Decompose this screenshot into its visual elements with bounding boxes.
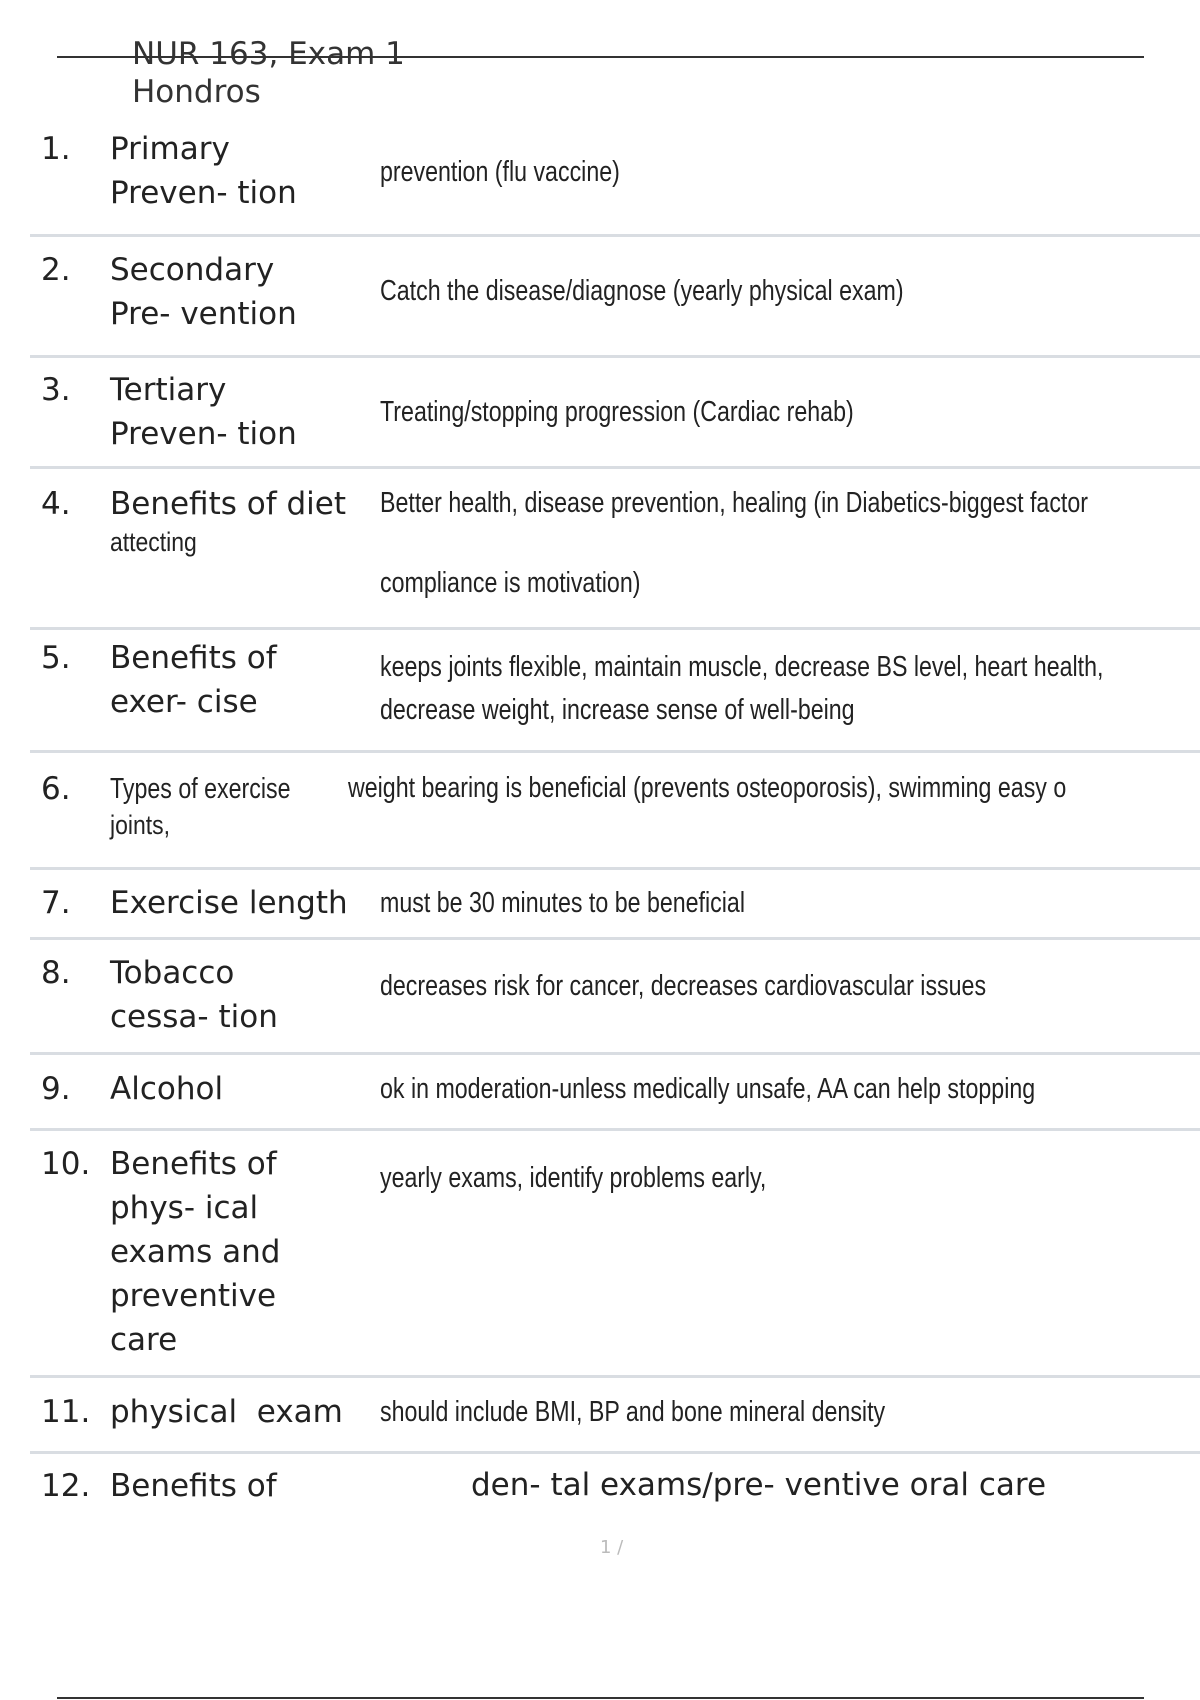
definition-line: decrease weight, increase sense of well-being [380,694,855,726]
row-definition: decreases risk for cancer, decreases cardiovascular issues [380,970,987,1002]
term-line: Preven- tion [110,416,297,452]
row-term [110,1390,343,1434]
definition-line: compliance is motivation) [380,567,641,599]
row-number: 3. [41,372,71,408]
footer-rule [57,1697,1144,1699]
term-line: Tertiary [110,372,227,408]
row-term [110,127,297,215]
term-line: Pre- vention [110,296,297,332]
term-line: preventive [110,1278,277,1314]
row-number: 8. [41,955,71,991]
row-term [110,368,297,456]
row-definition: ok in moderation-unless medically unsafe, AA can help stopping [380,1073,1036,1105]
table-row [30,1131,1200,1378]
row-number: 9. [41,1071,71,1107]
term-subtext: attecting [110,527,197,557]
row-term [110,1464,277,1508]
row-term [110,248,297,336]
row-number: 5. [41,640,71,676]
term-line: Secondary [110,252,275,288]
row-definition: Catch the disease/diagnose (yearly physical exam) [380,275,904,307]
page-number: 1 / [600,1537,624,1558]
row-definition: den- tal exams/pre- ventive oral care [471,1467,1047,1503]
row-number: 1. [41,131,71,167]
term-line: Benefits of [110,1468,277,1504]
term-line: cessa- tion [110,999,278,1035]
row-definition: yearly exams, identify problems early, [380,1162,767,1194]
table-row [30,131,1200,237]
row-definition: prevention (flu vaccine) [380,156,620,188]
table-row [30,358,1200,469]
term-line: exams and [110,1234,281,1270]
row-number: 10. [41,1146,91,1182]
term-line: Benefits of [110,640,277,676]
table-row [30,1454,1200,1514]
table-row [30,469,1200,630]
table-row [30,1055,1200,1131]
document-header [132,35,405,111]
course-title: NUR 163, Exam 1 [132,36,405,72]
row-term [110,1067,223,1111]
row-term [110,1142,280,1362]
row-term [110,951,278,1039]
term-line: phys- ical [110,1190,259,1226]
term-line: exer- cise [110,684,258,720]
row-definition: must be 30 minutes to be beneficial [380,887,745,919]
row-number: 7. [41,885,71,921]
term-line: Types of exercise [110,773,291,805]
table-row [30,870,1200,940]
term-line: Primary [110,131,230,167]
term-line: Exercise length [110,885,348,921]
definition-line: keeps joints flexible, maintain muscle, decrease BS level, heart health, [380,651,1104,683]
row-number: 11. [41,1394,91,1430]
definition-line: Better health, disease prevention, healing (in Diabetics-biggest factor [380,487,1089,519]
table-row [30,237,1200,358]
term-line: Alcohol [110,1071,224,1107]
row-definition [380,646,1103,732]
row-definition: should include BMI, BP and bone mineral density [380,1396,886,1428]
table-row [30,1378,1200,1454]
author-name: Hondros [132,74,261,110]
row-number: 4. [41,486,71,522]
row-definition [380,482,1088,605]
term-subtext: joints, [110,810,170,840]
row-definition: weight bearing is beneficial (prevents osteoporosis), swimming easy o [348,772,1067,804]
row-term [110,482,346,558]
term-line: Benefits of diet [110,486,346,522]
term-line: Preven- tion [110,175,297,211]
term-line: physical exam [110,1394,343,1430]
row-term [110,769,336,841]
row-number: 6. [41,771,71,807]
table-row [30,940,1200,1055]
row-number: 12. [41,1468,91,1504]
row-definition: Treating/stopping progression (Cardiac rehab) [380,396,854,428]
table-row [30,630,1200,753]
term-line: Benefits of [110,1146,277,1182]
row-term [110,636,277,724]
term-line: Tobacco [110,955,235,991]
row-term [110,881,348,925]
table-row [30,753,1200,870]
term-line: care [110,1322,178,1358]
row-number: 2. [41,252,71,288]
